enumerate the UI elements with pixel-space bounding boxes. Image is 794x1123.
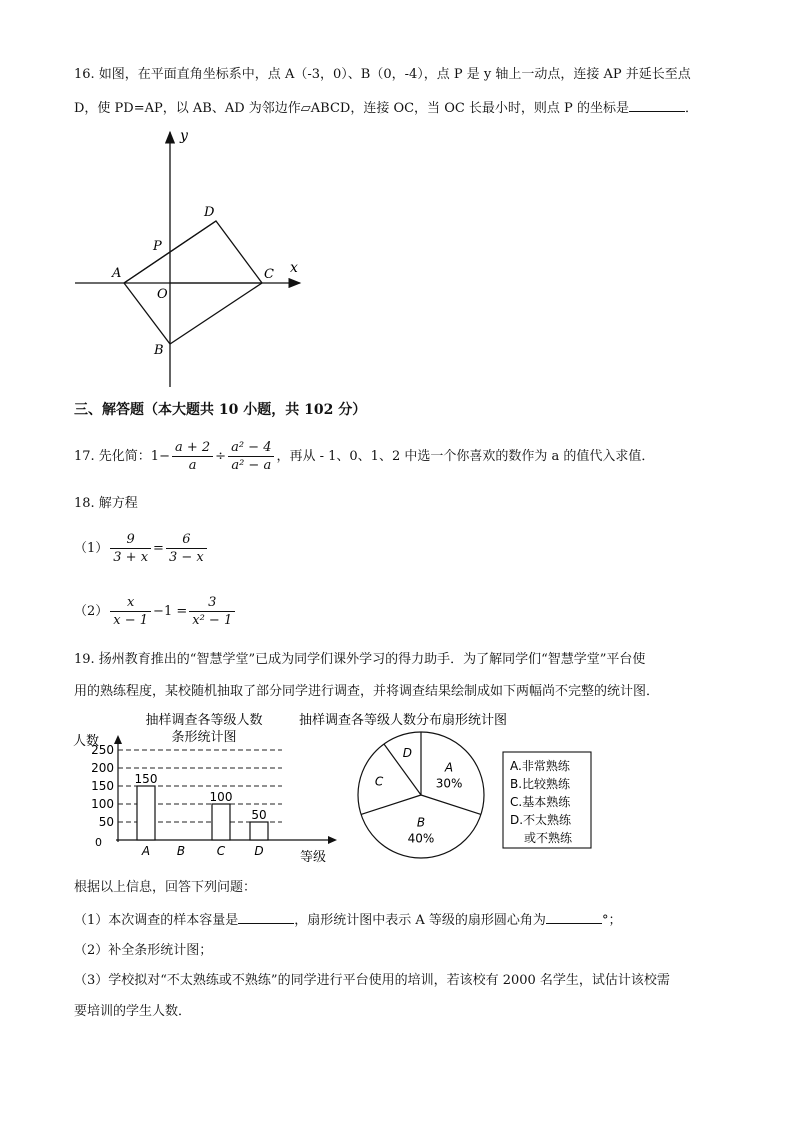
q17-suffix: ，再从 - 1、0、1、2 中选一个你喜欢的数作为 a 的值代入求值． — [276, 449, 655, 464]
legend-entry: C.基本熟练 — [510, 795, 571, 809]
q17-frac1-den: a — [188, 458, 197, 473]
q19-sample-size-blank — [238, 911, 294, 924]
pie-chart-title: 抽样调查各等级人数分布扇形统计图 — [298, 713, 508, 728]
q16-line2-text: D，使 PD=AP，以 AB、AD 为邻边作▱ABCD，连接 OC，当 OC 长最小时，则点 P 的坐标是 — [74, 101, 629, 116]
q17-divide: ÷ — [215, 449, 227, 464]
q19-sub1-c: °； — [601, 913, 622, 928]
q17-fraction-1 — [172, 439, 213, 474]
section3-title: 三、解答题（本大题共 10 小题，共 102 分） — [74, 402, 367, 418]
bar-x-tick-label: A — [141, 844, 151, 858]
q18-part1-label: （1） — [74, 541, 109, 556]
q18-p2-rhs-den: x² − 1 — [192, 613, 233, 628]
legend-entry: 或不熟练 — [524, 831, 573, 845]
pie-slice-label-A: A — [444, 760, 454, 775]
q16-coordinate-figure — [70, 122, 320, 397]
q18-part1-rhs — [166, 531, 207, 566]
q18-part2-rhs — [189, 594, 235, 629]
pie-slice-label-D: D — [402, 746, 412, 761]
q19-sub1 — [74, 911, 621, 930]
q19-sub3-line1: （3）学校拟对“不太熟练或不熟练”的同学进行平台使用的培训，若该校有 2000 名学生，试估计该校需 — [74, 973, 670, 988]
q17-frac2-num: a² − 4 — [228, 439, 274, 457]
q19-statistics-charts — [72, 708, 612, 868]
q19-sub3-line2: 要培训的学生人数． — [74, 1004, 192, 1019]
q17-prefix: 17. 先化简：1− — [74, 449, 170, 464]
label-o: O — [157, 287, 168, 302]
pie-slice-label-B: B — [416, 815, 426, 830]
q17 — [74, 437, 654, 477]
pie-legend — [503, 752, 591, 848]
q19-line1: 19. 扬州教育推出的“智慧学堂”已成为同学们课外学习的得力助手．为了解同学们“智慧学堂”平台使 — [74, 652, 646, 667]
bar-x-tick-label: C — [216, 844, 226, 858]
label-p: P — [153, 239, 162, 254]
q18-p2-rhs-num: 3 — [189, 594, 235, 612]
bar-chart — [73, 712, 337, 865]
bar-data-label: 50 — [251, 808, 267, 822]
bar-A — [137, 786, 155, 840]
label-x: x — [290, 260, 298, 276]
q18-p2-lhs-num: x — [110, 594, 151, 612]
bar-y-tick-label: 250 — [91, 743, 114, 757]
q19-angle-blank — [546, 911, 602, 924]
legend-entry: A.非常熟练 — [510, 759, 570, 773]
label-c: C — [264, 267, 274, 282]
q16-line2-end: ． — [684, 101, 698, 116]
q18-p1-rhs-den: 3 − x — [168, 550, 204, 565]
legend-entry: D.不太熟练 — [510, 813, 572, 827]
bar-y-tick-label: 50 — [98, 815, 114, 829]
bar-chart-title-line2: 条形统计图 — [171, 730, 237, 745]
bar-y-tick-label: 150 — [91, 779, 114, 793]
bar-x-tick-label: B — [176, 844, 186, 858]
bar-y-axis-arrow — [114, 735, 122, 744]
label-y: y — [180, 128, 188, 144]
q17-frac1-num: a + 2 — [172, 439, 213, 457]
q18-part2-lhs — [110, 594, 151, 629]
q17-fraction-2 — [228, 439, 274, 474]
pie-slice-percent-A: 30% — [435, 776, 463, 791]
q18-p2-lhs-den: x − 1 — [113, 613, 149, 628]
q18-part2-label: （2） — [74, 604, 109, 619]
q19-line2: 用的熟练程度，某校随机抽取了部分同学进行调查，并将调查结果绘制成如下两幅尚不完整的统计图． — [74, 684, 660, 699]
bar-chart-title-line1: 抽样调查各等级人数 — [145, 713, 263, 728]
bar-C — [212, 804, 230, 840]
label-d: D — [204, 205, 215, 220]
q16-line2 — [74, 99, 698, 118]
q19-sub1-a: （1）本次调查的样本容量是 — [74, 913, 239, 928]
bar-y-tick-label: 100 — [91, 797, 114, 811]
bar-chart-xlabel: 等级 — [300, 850, 327, 865]
pie-chart — [299, 712, 507, 858]
q18-part1 — [74, 529, 209, 569]
bar-data-label: 100 — [209, 790, 233, 804]
q19-sub2: （2）补全条形统计图； — [74, 943, 213, 958]
label-b: B — [154, 343, 164, 358]
q19-sub1-b: ，扇形统计图中表示 A 等级的扇形圆心角为 — [294, 913, 546, 928]
bar-y-tick-label: 200 — [91, 761, 114, 775]
bar-data-label: 150 — [134, 772, 158, 786]
bar-D — [250, 822, 268, 840]
q18-title: 18. 解方程 — [74, 496, 138, 511]
q16-line1: 16. 如图，在平面直角坐标系中，点 A（-3，0）、B（0，-4），点 P 是 y 轴上一动点，连接 AP 并延长至点 — [74, 67, 691, 82]
q18-part1-lhs — [110, 531, 151, 566]
q16-answer-blank — [629, 99, 685, 112]
pie-slice-percent-B: 40% — [407, 831, 435, 846]
label-a: A — [112, 266, 122, 281]
bar-chart-ylabel: 人数 — [73, 734, 100, 749]
bar-x-axis-arrow — [328, 836, 337, 844]
q19-after-text: 根据以上信息，回答下列问题： — [74, 880, 257, 895]
q18-p2-mid: −1 = — [153, 604, 188, 619]
bar-x-tick-label: D — [254, 844, 264, 858]
q18-part2 — [74, 592, 237, 632]
q18-p1-lhs-den: 3 + x — [113, 550, 149, 565]
q18-p1-eq: = — [153, 541, 164, 556]
legend-entry: B.比较熟练 — [510, 777, 571, 791]
q18-p1-lhs-num: 9 — [110, 531, 151, 549]
bar-origin-label: 0 — [95, 836, 102, 849]
q18-p1-rhs-num: 6 — [166, 531, 207, 549]
q17-frac2-den: a² − a — [231, 458, 272, 473]
pie-slice-label-C: C — [374, 774, 384, 789]
